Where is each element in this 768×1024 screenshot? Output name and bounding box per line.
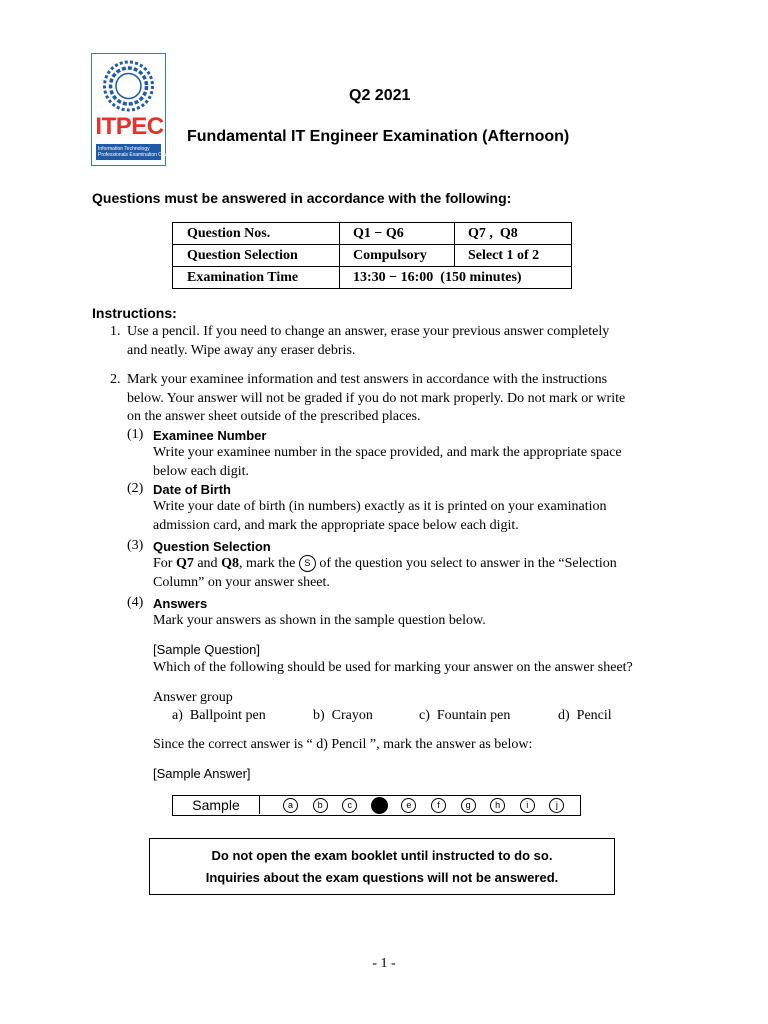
table-row	[173, 267, 572, 289]
text-line: Column” on your answer sheet.	[153, 574, 330, 590]
answer-bubble-h: h	[490, 798, 505, 813]
table-cell: Q7 , Q8	[455, 223, 572, 245]
text-line: Write your examinee number in the space provided, and mark the appropriate space	[153, 445, 622, 460]
text-line: Use a pencil. If you need to change an answer, erase your previous answer completely	[127, 324, 610, 339]
answer-bubble-i: i	[520, 798, 535, 813]
text-fragment: and	[193, 556, 222, 571]
selection-s-mark-icon: S	[299, 555, 316, 572]
answer-bubble-f: f	[431, 798, 446, 813]
warning-line: Inquiries about the exam questions will not be answered.	[205, 870, 559, 885]
sample-row-label: Sample	[173, 796, 260, 814]
table-cell: Examination Time	[173, 267, 340, 289]
answer-bubble-a: a	[283, 798, 298, 813]
subitem-4-number: (4)	[127, 595, 144, 610]
answer-bubble-d	[371, 797, 388, 814]
table-cell: Select 1 of 2	[455, 245, 572, 267]
instruction-2-text	[127, 371, 625, 427]
answer-bubble-j: j	[549, 798, 564, 813]
text-fragment: , mark the	[238, 556, 299, 571]
text-line: Mark your examinee information and test answers in accordance with the instructions	[127, 372, 608, 387]
text-line: Write your date of birth (in numbers) exactly as it is printed on your examination	[153, 499, 607, 514]
instruction-2-number: 2.	[110, 372, 121, 387]
subitem-1-text	[153, 444, 622, 481]
answer-bubble-e: e	[401, 798, 416, 813]
instruction-1-number: 1.	[110, 324, 121, 339]
answer-bubble-c: c	[342, 798, 357, 813]
subitem-3-number: (3)	[127, 538, 144, 553]
page-number: - 1 -	[372, 956, 396, 971]
subitem-1-title: Examinee Number	[153, 428, 267, 443]
subitem-4-title: Answers	[153, 596, 208, 611]
answer-bubble-g: g	[461, 798, 476, 813]
answer-option: a) Ballpoint pen	[172, 708, 266, 723]
answer-group-label: Answer group	[153, 690, 233, 705]
subitem-3-text	[153, 555, 617, 592]
question-ref-q7: Q7	[175, 556, 194, 571]
text-line: on the answer sheet outside of the prescribed places.	[127, 409, 421, 424]
sample-answer-label: [Sample Answer]	[153, 766, 251, 781]
warning-line: Do not open the exam booklet until instructed to do so.	[211, 848, 553, 863]
itpec-logo	[91, 53, 175, 166]
logo-brand-text: ITPEC	[95, 113, 164, 140]
warning-box	[149, 838, 615, 895]
text-line: admission card, and mark the appropriate space below each digit.	[153, 517, 519, 533]
answer-option: c) Fountain pen	[419, 708, 511, 723]
sample-answer-row	[172, 795, 581, 816]
instructions-heading: Instructions:	[92, 305, 177, 321]
instruction-1-text	[127, 323, 609, 360]
text-fragment: For	[153, 556, 176, 571]
table-cell: Compulsory	[340, 245, 455, 267]
text-fragment: of the question you select to answer in the “Selection	[315, 556, 617, 571]
table-row	[173, 223, 572, 245]
subitem-2-text	[153, 498, 607, 535]
exam-term-title: Q2 2021	[349, 87, 411, 104]
subitem-3-title: Question Selection	[153, 539, 271, 554]
subitem-4-text: Mark your answers as shown in the sample question below.	[153, 613, 486, 628]
question-ref-q8: Q8	[221, 556, 239, 571]
logo-sub-line1: Information Technology	[98, 146, 150, 152]
subitem-2-number: (2)	[127, 481, 144, 496]
answer-option: d) Pencil	[558, 708, 612, 723]
subitem-2-title: Date of Birth	[153, 482, 231, 497]
answer-option: b) Crayon	[313, 708, 373, 723]
text-line: and neatly. Wipe away any eraser debris.	[127, 342, 356, 358]
table-cell: 13:30 − 16:00 (150 minutes)	[340, 267, 572, 289]
table-cell: Question Selection	[173, 245, 340, 267]
text-line	[153, 555, 617, 574]
exam-title: Fundamental IT Engineer Examination (Afternoon)	[187, 128, 570, 145]
exam-info-table	[172, 222, 572, 289]
sample-question-label: [Sample Question]	[153, 642, 260, 657]
answer-bubble-b: b	[313, 798, 328, 813]
logo-subtitle	[96, 144, 175, 160]
table-row	[173, 245, 572, 267]
lead-statement: Questions must be answered in accordance with the following:	[92, 190, 512, 206]
table-cell: Q1 − Q6	[340, 223, 455, 245]
table-cell: Question Nos.	[173, 223, 340, 245]
logo-sub-line2: Professionals Examination Council	[98, 152, 175, 158]
sun-emblem-icon	[96, 58, 161, 114]
sample-explanation: Since the correct answer is “ d) Pencil ”, mark the answer as below:	[153, 737, 533, 752]
sample-question-text: Which of the following should be used for marking your answer on the answer sheet?	[153, 660, 633, 675]
text-line: below. Your answer will not be graded if you do not mark properly. Do not mark or write	[127, 390, 626, 406]
subitem-1-number: (1)	[127, 427, 144, 442]
text-line: below each digit.	[153, 463, 250, 479]
